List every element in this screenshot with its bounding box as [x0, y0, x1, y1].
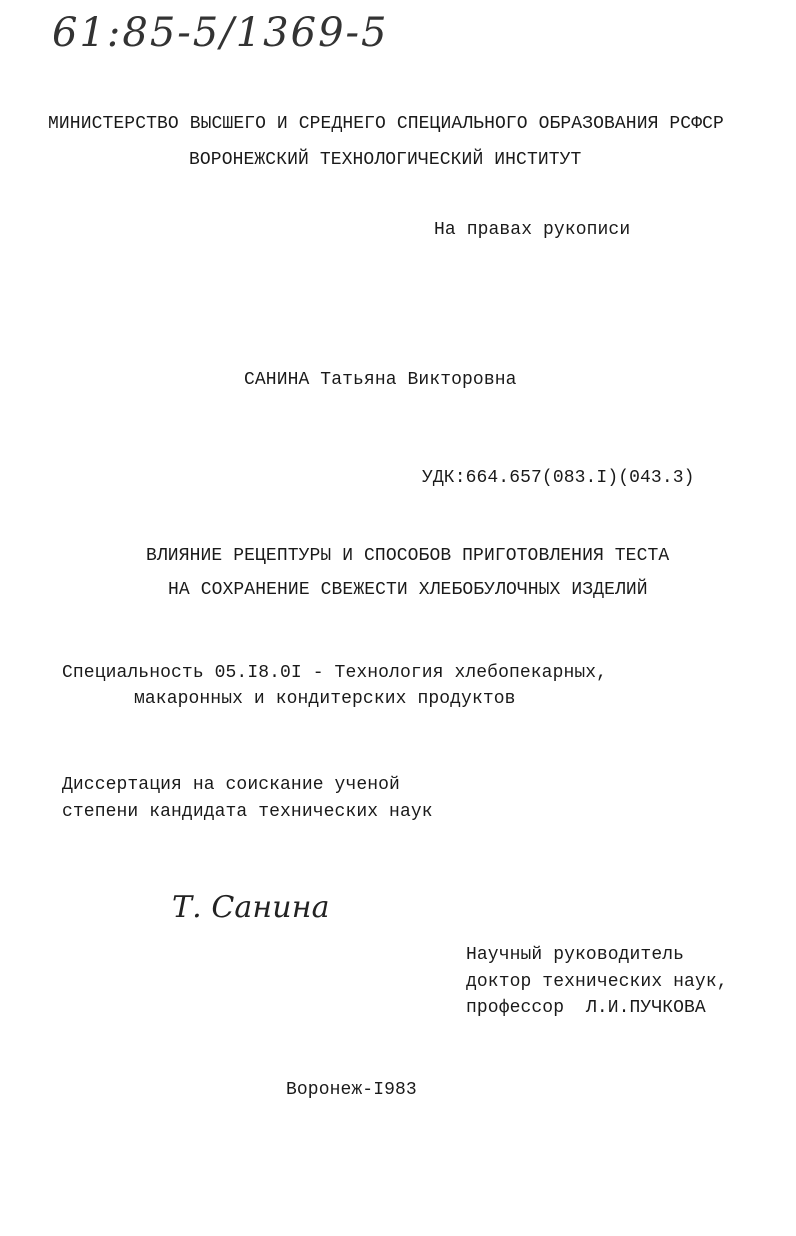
specialty-line-2: макаронных и кондитерских продуктов — [134, 689, 516, 709]
author-signature: Т. Санина — [172, 890, 330, 925]
supervisor-line-1: Научный руководитель — [466, 945, 685, 965]
city-year: Воронеж-I983 — [286, 1080, 417, 1100]
specialty-line-1: Специальность 05.I8.0I - Технология хлебопекарных, — [62, 663, 608, 683]
title-line-1: ВЛИЯНИЕ РЕЦЕПТУРЫ И СПОСОБОВ ПРИГОТОВЛЕНИЯ ТЕСТА — [146, 546, 670, 566]
handwritten-code: 61:85-5/1369-5 — [52, 10, 389, 56]
ministry-heading: МИНИСТЕРСТВО ВЫСШЕГО И СРЕДНЕГО СПЕЦИАЛЬНОГО ОБРАЗОВАНИЯ РСФСР — [48, 114, 724, 134]
author-name: САНИНА Татьяна Викторовна — [244, 370, 517, 390]
institute-heading: ВОРОНЕЖСКИЙ ТЕХНОЛОГИЧЕСКИЙ ИНСТИТУТ — [189, 150, 582, 170]
manuscript-note: На правах рукописи — [434, 220, 631, 240]
dissertation-line-2: степени кандидата технических наук — [62, 802, 433, 822]
supervisor-line-2: доктор технических наук, — [466, 972, 728, 992]
dissertation-line-1: Диссертация на соискание ученой — [62, 775, 400, 795]
udc-code: УДК:664.657(083.I)(043.3) — [422, 468, 695, 488]
title-line-2: НА СОХРАНЕНИЕ СВЕЖЕСТИ ХЛЕБОБУЛОЧНЫХ ИЗДЕЛИЙ — [168, 580, 648, 600]
supervisor-line-3: профессор Л.И.ПУЧКОВА — [466, 998, 706, 1018]
